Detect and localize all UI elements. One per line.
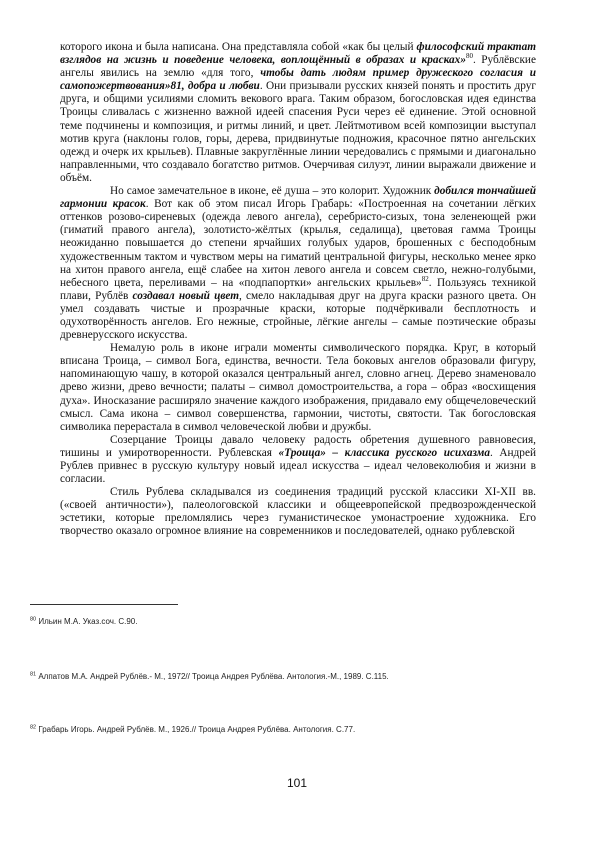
text-run: . Вот как об этом писал Игорь Грабарь: «Построенная на сочетании лёгких оттенков розово-сиреневых (одежда левого ангела), серебристо-сизых, тона зеленеющей ржи (гиматий правого ангела), золотисто-жёлтых (крылья, седалища), цветовая гамма Троицы неожиданно повышается до степени ярчайших голубых ударов, брошенных с бесподобным художественным тактом и чувством меры на гиматий центральной фигуры, несколько менее ярко на хитон правого ангела, ещё слабее на хитон левого ангела и совсем светло, нежно-голубыми, небесного цвета, переливами – на «подпапортки» ангельских крыльев» xyxy=(60,198,536,289)
page-number: 101 xyxy=(286,776,308,790)
footnote-number: 80 xyxy=(30,616,37,623)
emphasis-text: «Троица» – классика русского исихазма xyxy=(278,446,490,459)
footnote-text: Алпатов М.А. Андрей Рублёв.- М., 1972// Троица Андрея Рублёва. Антология.-М., 1989. С.115. xyxy=(36,672,389,681)
footnote-80 xyxy=(30,617,550,626)
paragraph-3: Немалую роль в иконе играли моменты символического порядка. Круг, в который вписана Троица, – символ Бога, единства, вечности. Тела боковых ангелов образовали фигуру, напоминающую чашу, в которой оказался центральный ангел, словно агнец. Дерево знаменовало древо жизни, древо вечности; палаты – символ домостроительства, а гора – образ «восхищения духа». Иносказание расширяло значение каждого изображения, придавало ему общечеловеческий смысл. Сама икона – символ совершенства, гармонии, чистоты, святости. Так богословская символика перерастала в символ человеческой любви и дружбы. xyxy=(60,342,536,433)
footnote-81 xyxy=(30,672,550,681)
footnote-separator xyxy=(30,604,178,605)
footnote-text: Ильин М.А. Указ.соч. С.90. xyxy=(36,617,138,626)
emphasis-text: чтобы дать людям пример дружеского согласия и самопожертвования»81, добра и любви xyxy=(60,67,536,93)
text-run: . Пользуясь техникой плави, Рублёв xyxy=(60,276,536,302)
text-run: . Андрей Рублев привнес в русскую культуру новый идеал искусства – идеал человеколюбия и жизни в согласии. xyxy=(60,446,536,486)
emphasis-text: добился тончайшей гармонии красок xyxy=(60,185,537,211)
emphasis-text: создавал новый цвет xyxy=(132,289,239,302)
footnote-text: Грабарь Игорь. Андрей Рублёв. М., 1926.// Троица Андрея Рублёва. Антология. С.77. xyxy=(36,725,356,734)
footnote-ref-82[interactable]: 82 xyxy=(421,274,429,283)
text-run: . Рублёвские ангелы явились на землю «для того, xyxy=(60,54,536,80)
main-text xyxy=(60,41,536,539)
footnote-82 xyxy=(30,725,550,734)
footnote-number: 81 xyxy=(30,671,37,678)
paragraph-1 xyxy=(60,41,536,185)
footnote-number: 82 xyxy=(30,724,37,731)
text-run: которого икона и была написана. Она представляла собой «как бы целый xyxy=(60,41,417,53)
paragraph-5: Стиль Рублева складывался из соединения традиций русской классики XI-XII вв. («своей античности»), палеологовской классики и общеевропейской предвозрожденческой эстетики, которые преломлялись через гуманистическое умонастроение художника. Его творчество оказало огромное влияние на современников и последователей, однако рублевской xyxy=(60,486,536,538)
text-run: Созерцание Троицы давало человеку радость обретения душевного равновесия, тишины и умиротворенности. Рублевская xyxy=(60,433,536,459)
footnote-ref-80[interactable]: 80 xyxy=(465,52,473,61)
emphasis-text: философский трактат взглядов на жизнь и поведение человека, воплощённый в образах и красках» xyxy=(60,41,537,67)
text-run: . Они призывали русских князей понять и простить друг друга, и общими усилиями сломить векового врага. Таким образом, богословская идея единства Троицы сливалась с жизненно важной идеей спасения Руси через её единение. Этой основной теме подчинены и композиция, и ритмы линий, и цвет. Лейтмотивом всей композиции выступал мотив круга (наклоны голов, горы, дерева, придвинутые подножия, красочное пятно ангельских одежд и очерк их крыльев). Плавные закруглённые линии чередовались с прямыми и диагонально направленными, что создавало богатство ритмов. Очерчивая силуэт, линии выражали движение и объём. xyxy=(60,80,536,184)
text-run: , смело накладывая друг на друга краски разного цвета. Он умел создавать чистые и прозрачные краски, которые подчёркивали бесплотность и одухотворённость ангелов. Его нежные, стройные, лёгкие ангелы – самые поэтические образы древнерусского искусства. xyxy=(60,289,536,342)
paragraph-2 xyxy=(60,185,536,342)
paragraph-4 xyxy=(60,434,536,486)
text-run: Но самое замечательное в иконе, её душа – это колорит. Художник xyxy=(110,185,435,198)
